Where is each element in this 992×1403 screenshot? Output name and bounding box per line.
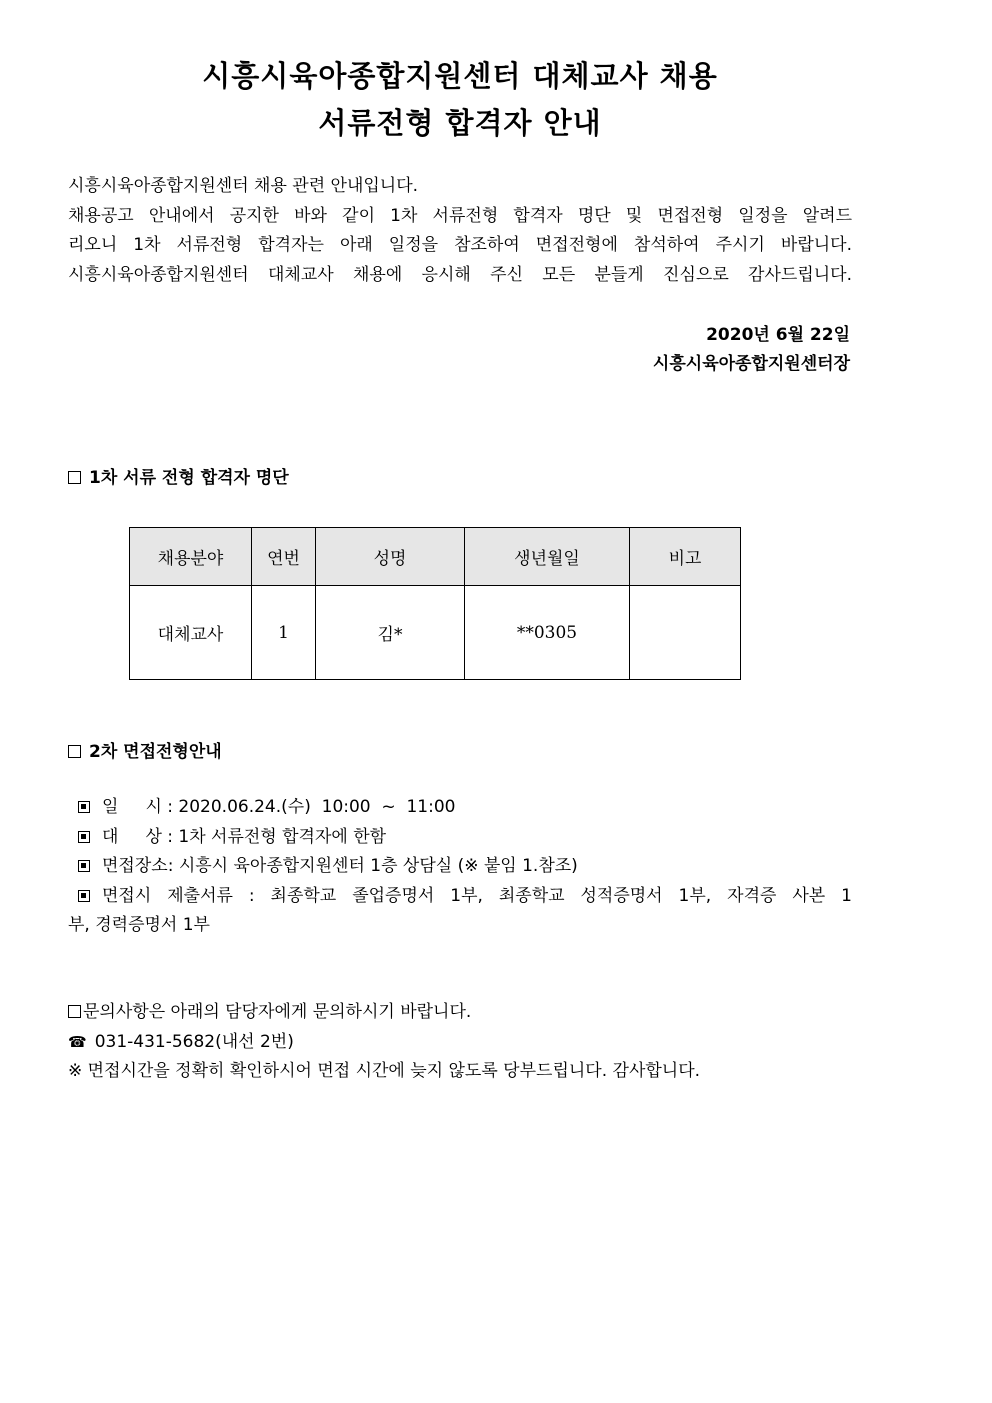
- filled-square-bullet-icon: [78, 801, 90, 813]
- intro-line: 시흥시육아종합지원센터 채용 관련 안내입니다.: [68, 176, 419, 196]
- phone-number: 031-431-5682(내선 2번): [94, 1031, 294, 1052]
- intro-line: 리오니 1차 서류전형 합격자는 아래 일정을 참조하여 면접전형에 참석하여 주시기 바랍니다.: [68, 235, 852, 255]
- filled-square-bullet-icon: [78, 860, 90, 872]
- checkbox-square-icon: [68, 745, 81, 758]
- interview-info: [68, 793, 852, 941]
- table-header-cell: 생년월일: [465, 528, 630, 586]
- list-item-text: 면접시 제출서류 : 최종학교 졸업증명서 1부, 최종학교 성적증명서 1부, 자격증 사본 1: [102, 885, 852, 906]
- section1-heading: [68, 463, 289, 488]
- passers-table: [129, 527, 741, 680]
- table-header-row: [130, 528, 741, 586]
- document-title-line1: 시흥시육아종합지원센터 대체교사 채용: [202, 59, 718, 93]
- table-header-cell: 성명: [316, 528, 465, 586]
- checkbox-square-icon: [68, 1005, 81, 1018]
- list-item: [68, 882, 852, 912]
- list-item-text: 일 시 : 2020.06.24.(수) 10:00 ~ 11:00: [102, 797, 456, 817]
- filled-square-bullet-icon: [78, 890, 90, 902]
- contact-section: [68, 998, 700, 1087]
- intro-line: 채용공고 안내에서 공지한 바와 같이 1차 서류전형 합격자 명단 및 면접전형 일정을 알려드: [68, 205, 852, 226]
- telephone-icon: ☎: [68, 1032, 87, 1051]
- section2-heading-text: 2차 면접전형안내: [89, 742, 222, 762]
- intro-paragraph: [68, 172, 852, 290]
- signature: 시흥시육아종합지원센터장: [652, 354, 850, 374]
- phone-line: [68, 1028, 700, 1058]
- list-item: [68, 793, 852, 823]
- table-header-cell: 연번: [252, 528, 316, 586]
- table-header-cell: 채용분야: [130, 528, 252, 586]
- section1-heading-text: 1차 서류 전형 합격자 명단: [89, 468, 289, 488]
- list-item-continuation: 부, 경력증명서 1부: [68, 915, 210, 935]
- table-cell: **0305: [465, 586, 630, 680]
- inquiry-text: 문의사항은 아래의 담당자에게 문의하시기 바랍니다.: [83, 1002, 472, 1022]
- table-header-cell: 비고: [630, 528, 741, 586]
- inquiry-line: [68, 998, 700, 1028]
- table-row: [130, 586, 741, 680]
- table-cell: 대체교사: [130, 586, 252, 680]
- list-item: [68, 852, 852, 882]
- table-cell: 1: [252, 586, 316, 680]
- list-item-text: 대 상 : 1차 서류전형 합격자에 한함: [102, 826, 387, 847]
- filled-square-bullet-icon: [78, 831, 90, 843]
- notice-date: 2020년 6월 22일: [706, 325, 850, 345]
- section2-heading: [68, 737, 222, 762]
- intro-line: 시흥시육아종합지원센터 대체교사 채용에 응시해 주신 모든 분들게 진심으로 감사드립니다.: [68, 264, 852, 285]
- list-item: [68, 823, 852, 853]
- list-item-text: 면접장소: 시흥시 육아종합지원센터 1층 상담실 (※ 붙임 1.참조): [102, 856, 578, 876]
- document-title-line2: 서류전형 합격자 안내: [318, 106, 602, 140]
- table-cell: 김*: [316, 586, 465, 680]
- checkbox-square-icon: [68, 471, 81, 484]
- closing-notice: ※ 면접시간을 정확히 확인하시어 면접 시간에 늦지 않도록 당부드립니다. 감사합니다.: [68, 1061, 701, 1081]
- table-cell: [630, 586, 741, 680]
